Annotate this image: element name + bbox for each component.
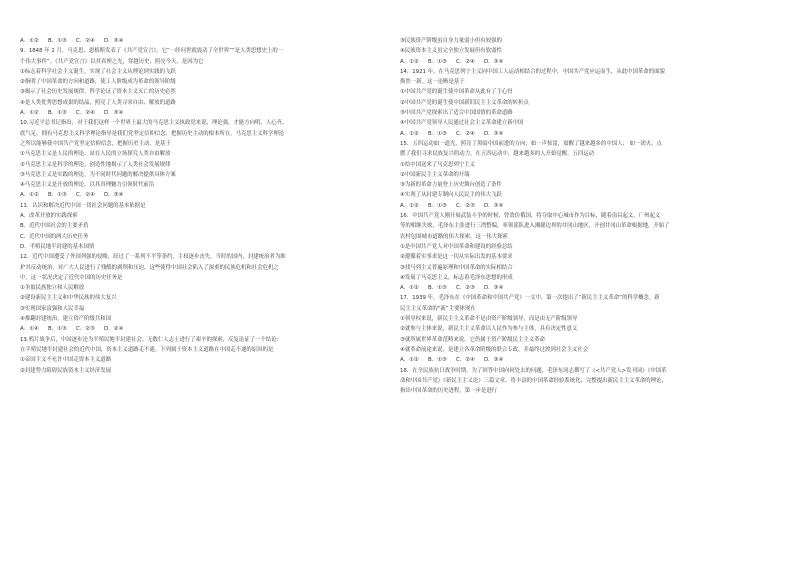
text-line: ④实现了从封建专制向人民民主的伟大飞跃 (400, 192, 502, 199)
answer-option: A．①② (400, 202, 419, 209)
text-line: ④中国共产党领导人民通过社会主义革命建立新中国 (400, 120, 524, 127)
text-line: ③为新的革命力量登上历史舞台创造了条件 (400, 182, 502, 189)
answer-option: C．②④ (456, 357, 475, 364)
text-line: ③中国共产党探索出了适合中国国情的革命道路 (400, 110, 513, 117)
text-line: ②马克思主义是科学的理论，创造性地揭示了人类社会发展规律 (20, 161, 171, 168)
text-line: ①给中国送来了马克思列宁主义 (400, 161, 475, 168)
text-line: ②建设新民主主义和中华民族的伟大复兴 (20, 295, 117, 302)
text-line: ③实现国家富强和人民幸福 (20, 305, 85, 312)
text-line: ①是中国共产党人对中国革命和建设的经验总结 (400, 243, 513, 250)
answer-option: C．②④ (456, 58, 475, 65)
answer-options-row (400, 283, 762, 293)
answer-option: C．②④ (456, 130, 475, 137)
text-line: 命和中国共产党》《新民主主义论》三篇文章，将丰富的中国革命经验系统化，完整提出新民主主义革命的理论， (400, 377, 667, 384)
text-line: 13.鸦片战争后，中国逐步沦为半殖民地半封建社会。无数仁人志士进行了艰辛的探索，反复论证了一个结论： (20, 336, 282, 343)
answer-options-row (20, 190, 382, 200)
answer-options-row (20, 36, 382, 46)
text-line: 9．1848 年 2 月，马克思、恩格斯发表了《共产党宣言》，它“一经问世就震动了全世界”“是人类思想史上的一 (20, 48, 284, 55)
answer-option: D．③④ (484, 130, 504, 137)
answer-option: B．①③ (428, 357, 447, 364)
answer-options-row (400, 129, 762, 139)
answer-option: A．①② (20, 192, 39, 199)
answer-option: C．②④ (76, 38, 95, 44)
answer-option: D．③④ (484, 285, 504, 292)
answer-option: A．①④ (20, 326, 39, 333)
text-line: ③民族资产阶级虽自身力量弱小但有较强的 (400, 38, 502, 44)
answer-option: B．①③ (48, 326, 67, 333)
text-line: ②遵循着实事求是这一切从实际出发的基本要求 (400, 254, 513, 261)
answer-option: B．①③ (428, 285, 447, 292)
text-line: 11．认识和解决近代中国一切社会问题的基本依据是 (20, 202, 146, 209)
text-line: 等的相继失败，毛泽东主张进行三湾整编，率领部队进入湘赣边界的井冈山地区，开创井冈山革命根据地，开始了 (400, 223, 670, 230)
answer-option: B．①③ (48, 38, 67, 44)
text-line: 16．中国共产党人刚开展武装斗争的时候，曾效仿俄国，将夺取中心城市作为目标，随着南昌起义、广州起义 (400, 213, 661, 220)
answer-options-row (400, 201, 762, 211)
answer-option: A．①② (400, 58, 419, 65)
text-line: 14．1921 年，在马克思列宁主义同中国工人运动相结合的过程中，中国共产党应运而生，从此中国革命的面貌 (400, 68, 665, 75)
text-line: 中。这一状况决定了近代中国的历史任务是 (20, 274, 123, 281)
left-column (20, 36, 382, 376)
answer-option: D．③④ (104, 38, 124, 44)
answer-option: D．③④ (484, 202, 504, 209)
text-line: ③找马列主义普遍原理和中国革命的实际相结合 (400, 264, 513, 271)
answer-options-row (400, 57, 762, 67)
text-line: B．近代中国社会的主要矛盾 (20, 223, 89, 230)
text-line: 民主主义革命的“新”主要体现在 (400, 305, 476, 312)
text-line: ①帝国主义不允许中国走资本主义道路 (20, 357, 112, 364)
text-line: ①争取民族独立和人民解放 (20, 285, 85, 292)
answer-option: B．①③ (428, 130, 447, 137)
answer-option: B．①③ (428, 58, 447, 65)
answer-option: C．②④ (76, 192, 95, 199)
answer-options-row (20, 324, 382, 334)
answer-option: D．②④ (104, 326, 124, 333)
answer-option: C．②④ (76, 110, 95, 117)
text-line: 15．五四运动如一道光，照亮了黑暗中国前进的方向；如一声惊雷，震醒了越来越多的中国人； 如一团火，点 (400, 140, 662, 147)
text-line: 护其反动统治，对广大人民进行了残酷的剥削和压迫，这些使得中国社会陷入了深重的民族危机和社会危机之 (20, 264, 279, 271)
answer-options-row (400, 355, 762, 365)
text-line: 17．1939 年，毛泽东在《中国革命和中国共产党》一文中，第一次提出了“新民主主义革命”的科学概念。新 (400, 295, 660, 302)
text-line: ④民族资本主义虽完全独立发展但有软弱性 (400, 48, 502, 55)
text-line: ④是人类优秀思想成果的结晶，照亮了人类寻求自由、解放的道路 (20, 99, 176, 106)
text-line: ①领导权来说，新民主主义革命不是由资产阶级领导，而是由无产阶级领导 (400, 316, 578, 323)
text-line: ②就参与主体来说，新民主主义革命以人民作为参与主体，具有决定性意义 (400, 326, 578, 333)
answer-option: B．①③ (48, 110, 67, 117)
text-line: ②指明了中国革命的方向和道路，使工人阶级成为革命的领导阶级 (20, 79, 176, 86)
right-column (400, 36, 762, 396)
text-line: 在半殖民地半封建社会的近代中国，资本主义道路走不通。下列属于资本主义道路在中国走不通的原因的是 (20, 346, 274, 353)
answer-option: A．①② (400, 357, 419, 364)
answer-options-row (20, 108, 382, 118)
text-line: ①中国共产党的诞生使中国革命从此有了主心骨 (400, 89, 513, 96)
text-line: ①马克思主义是人民的理论，站在人民的立场探究人类自由解放 (20, 151, 171, 158)
text-line: 农村包围城市道路的伟大探索，这一伟大探索 (400, 233, 508, 240)
text-line: A．改革开放的实践探索 (20, 213, 78, 220)
answer-option: A．①② (400, 285, 419, 292)
text-line: 底气足。拥有马克思主义科学理论指导是我们党坚定信仰信念、把握历史主动的根本所在。马克思主义科学理论 (20, 130, 285, 137)
text-line: D．半殖民地半封建的基本国情 (20, 243, 95, 250)
text-line: 指出中国革命的历史进程，第一步是进行 (400, 388, 498, 395)
text-line: ③马克思主义是实践的理论，为不同时代问题的解决提供具体方案 (20, 171, 176, 178)
text-line: ②封建势力阻碍民族资本主义经济发展 (20, 367, 112, 374)
text-line: 之所以能够使中国共产党坚定信仰信念，把握历史主动，是基于 (20, 140, 171, 147)
text-line: 18．在全民族抗日战争时期，为了回答中国向何处去的问题，毛泽东同志撰写了《<共产党人>发刊词》《中国革 (400, 367, 667, 374)
text-line: 燃了我们寻求民族复兴的动力。在五四运动中，越来越多的人开始觉醒。五四运动 (400, 151, 595, 158)
text-line: ④推翻封建统治，建立资产阶级共和国 (20, 316, 112, 323)
text-line: ④发展了马克思主义，标志着毛泽东思想的形成 (400, 274, 513, 281)
answer-option: D．③④ (484, 58, 504, 65)
answer-option: A．①② (20, 38, 39, 44)
text-line: C．近代中国的两大历史任务 (20, 233, 89, 240)
text-line: 焕然一新。这一论断是基于 (400, 79, 465, 86)
answer-option: C．②③ (76, 326, 95, 333)
text-line: ①标志着科学社会主义诞生，实现了社会主义从理论到实践的飞跃 (20, 68, 176, 75)
text-line: 10.习近平总书记指出，对于我们这样一个世界上最大的马克思主义执政党来说，理论强，才能方向明、人心齐、 (20, 120, 288, 127)
answer-option: A．①② (400, 130, 419, 137)
text-line: ②中国新民主主义革命的开端 (400, 171, 470, 178)
answer-option: C．②③ (456, 202, 475, 209)
text-line: ②中国共产党的诞生使中国新旧民主主义革命的转折点 (400, 99, 529, 106)
answer-option: B．①③ (428, 202, 447, 209)
answer-option: D．③④ (104, 110, 124, 117)
text-line: 个伟大事件”。《共产党宣言》以其真理之光，穿越历史，照亮今天，是因为它 (20, 58, 204, 65)
text-line: ④马克思主义是开放的理论，以其真理魅力引领时代前沿 (20, 182, 155, 189)
answer-option: B．①③ (48, 192, 67, 199)
answer-option: A．①② (20, 110, 39, 117)
text-line: ③就所属世界革命范畴来说，它仍属于资产阶级民主主义革命 (400, 336, 545, 343)
text-line: ③揭示了社会历史发展规律，科学论证了资本主义灭亡的历史必然 (20, 89, 176, 96)
text-line: ④就革命前途来说，是建立各革命阶级的联合专政，并最终过渡到社会主义社会 (400, 346, 589, 353)
answer-option: D．③④ (484, 357, 504, 364)
answer-option: D．③④ (104, 192, 124, 199)
text-line: 12．近代中国遭受了外国列强的侵略，经过了一系列不平等条约，主权逐步丧失。当时的国内，封建统治者为维 (20, 254, 286, 261)
answer-option: C．②③ (456, 285, 475, 292)
